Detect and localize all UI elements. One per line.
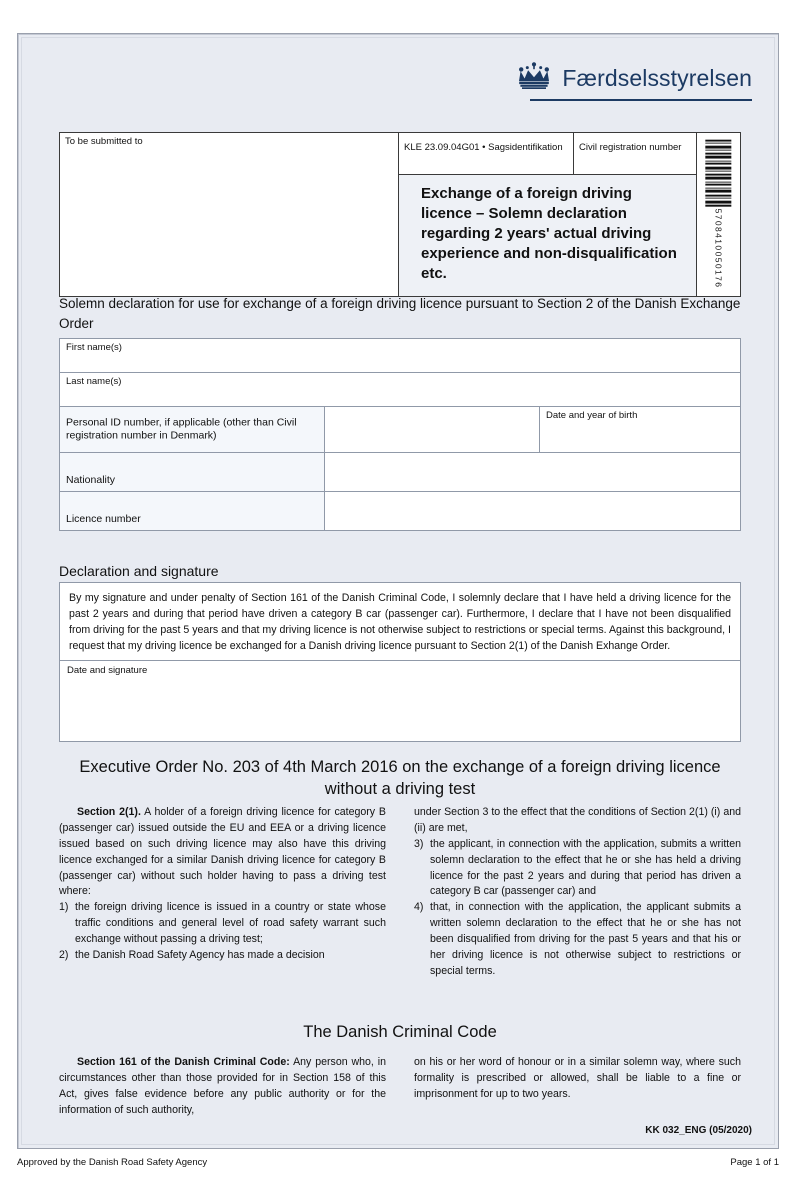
first-name-field[interactable]	[60, 339, 740, 372]
nationality-label-cell	[60, 453, 325, 491]
list-item-number: 4)	[414, 901, 424, 914]
first-name-label: First name(s)	[66, 342, 122, 353]
list-item	[59, 900, 386, 948]
civil-registration-label: Civil registration number	[579, 142, 682, 153]
licence-number-label-cell	[60, 492, 325, 530]
criminal-code-title: The Danish Criminal Code	[303, 1023, 497, 1041]
last-name-label: Last name(s)	[66, 376, 122, 387]
list-item-number: 1)	[59, 901, 69, 914]
page-footer	[17, 1157, 779, 1168]
executive-order-paragraph-text: A holder of a foreign driving licence for category B (passenger car) issued outside the EU and EEA or a driving licence issued based on such driving licence may also have this driving licence exchanged for a similar Danish driving licence for category B (passenger car) without such holder having to pass a driving test where:	[59, 806, 386, 898]
barcode-digits: 5708410050176	[713, 209, 724, 289]
criminal-code-paragraph	[59, 1055, 386, 1119]
kle-label: KLE 23.09.04G01 • Sagsidentifikation	[404, 142, 563, 153]
dob-label: Date and year of birth	[546, 410, 638, 421]
header-code-row	[399, 133, 696, 174]
executive-order-paragraph	[59, 805, 386, 900]
licence-number-label: Licence number	[66, 513, 141, 525]
dob-field[interactable]	[540, 407, 740, 452]
form-code: KK 032_ENG (05/2020)	[645, 1125, 752, 1136]
personal-id-label: Personal ID number, if applicable (other than Civil registration number in Denmark)	[66, 415, 297, 442]
kle-cell[interactable]	[399, 133, 574, 174]
criminal-code-right-text: on his or her word of honour or in a similar solemn way, where such formality is prescribed or allowed, shall be liable to a fine or imprisonment for up to two years.	[414, 1056, 741, 1100]
table-row	[60, 373, 740, 407]
list-item-number: 3)	[414, 837, 424, 850]
declaration-body: By my signature and under penalty of Section 161 of the Danish Criminal Code, I solemnly declare that I have held a driving licence for the past 2 years and during that period have driven a category B car (passenger car). Furthermore, I declare that I have not been disqualified from driving for the past 5 years and that my driving licence is not otherwise subject to restrictions or special terms. Against this background, I request that my driving licence be exchanged for a Danish driving licence pursuant to Section 2(1) of the Danish Exhange Order.	[69, 592, 731, 653]
criminal-code-left-column	[59, 1055, 386, 1119]
licence-number-input[interactable]	[325, 492, 740, 530]
declaration-box	[59, 582, 741, 742]
page-number: Page 1 of 1	[730, 1157, 779, 1168]
barcode-icon	[697, 132, 741, 297]
form-title: Exchange of a foreign driving licence – Solemn declaration regarding 2 years' actual driving experience and non-disqualification etc.	[421, 185, 677, 282]
section-161-label: Section 161 of the Danish Criminal Code:	[77, 1056, 290, 1068]
submitted-to-label: To be submitted to	[65, 136, 143, 147]
list-item	[414, 900, 741, 979]
submitted-to-box[interactable]	[59, 132, 399, 297]
agency-logo	[516, 62, 752, 101]
executive-order-title: Executive Order No. 203 of 4th March 2016 on the exchange of a foreign driving licence without a driving test	[79, 758, 721, 798]
list-item-text: the applicant, in connection with the application, submits a written solemn declaration to the effect that he or she has held a driving licence for the past 2 years and during that period has driven a category B car (passenger car) and	[430, 837, 741, 898]
section-2-1-label: Section 2(1).	[77, 806, 141, 818]
form-title-box	[399, 174, 696, 296]
list-item-number: 2)	[59, 949, 69, 962]
criminal-code-columns	[59, 1055, 741, 1119]
criminal-code-left-text: Any person who, in circumstances other than those provided for in Section 158 of this Act, gives false evidence before any public authority or for the information of such authority,	[59, 1056, 386, 1116]
header-table	[59, 132, 741, 297]
personal-id-input[interactable]	[325, 407, 540, 452]
logo-underline	[530, 99, 752, 101]
list-item-text: that, in connection with the application, the applicant submits a written solemn declaration to the effect that he or she has not been disqualified from driving for the past 5 years and that his or her driving licence is not otherwise subject to restrictions or special terms.	[430, 901, 741, 977]
intro-text: Solemn declaration for use for exchange of a foreign driving licence pursuant to Section 2 of the Danish Exchange Order	[59, 296, 741, 331]
civil-registration-cell[interactable]	[574, 133, 696, 174]
table-row	[60, 492, 740, 530]
barcode-bars	[706, 140, 732, 207]
table-row	[60, 453, 740, 492]
executive-order-continuation: under Section 3 to the effect that the conditions of Section 2(1) (i) and (ii) are met,	[414, 806, 741, 834]
list-item-text: the Danish Road Safety Agency has made a decision	[75, 949, 325, 962]
declaration-heading: Declaration and signature	[59, 563, 219, 579]
table-row	[60, 339, 740, 373]
list-item	[59, 948, 386, 964]
signature-label: Date and signature	[67, 665, 148, 677]
document-page	[17, 33, 779, 1149]
criminal-code-right-column	[414, 1055, 741, 1119]
personal-id-label-cell	[60, 407, 325, 452]
list-item-text: the foreign driving licence is issued in a country or state whose traffic conditions and general level of road safety warrant such exchange without passing a driving test;	[75, 901, 386, 946]
last-name-field[interactable]	[60, 373, 740, 406]
agency-name: Færdselsstyrelsen	[562, 65, 752, 91]
approved-by-text: Approved by the Danish Road Safety Agency	[17, 1157, 208, 1168]
crown-icon	[516, 62, 552, 95]
executive-order-columns	[59, 805, 741, 980]
executive-order-left-column	[59, 805, 386, 980]
nationality-input[interactable]	[325, 453, 740, 491]
list-item	[414, 837, 741, 901]
header-right-block	[399, 132, 697, 297]
executive-order-right-column	[414, 805, 741, 980]
table-row	[60, 407, 740, 453]
applicant-table	[59, 338, 741, 531]
nationality-label: Nationality	[66, 474, 116, 486]
